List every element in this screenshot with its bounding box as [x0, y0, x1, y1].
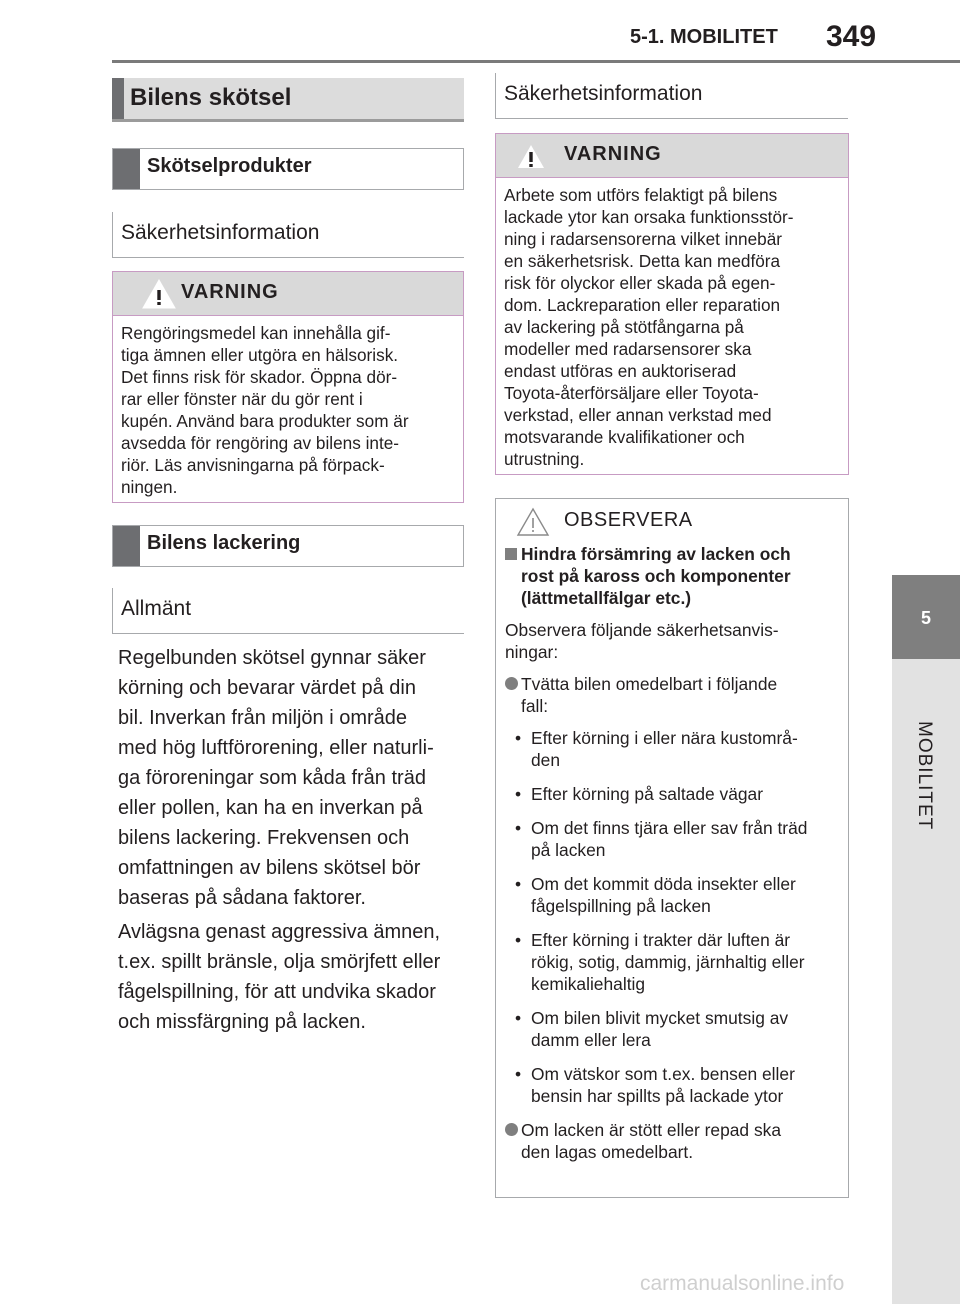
- notice-header: [496, 499, 848, 539]
- bullet-mark: •: [515, 728, 522, 748]
- section-heading-text: Bilens skötsel: [130, 84, 292, 111]
- subsection-heading-bar: [113, 149, 140, 189]
- list-item: [505, 1063, 838, 1107]
- list-item: [505, 873, 838, 917]
- warning-triangle-icon: [514, 141, 548, 171]
- info-heading: [495, 73, 848, 119]
- section-heading: [112, 78, 464, 122]
- subsection-heading-text: Skötselprodukter: [147, 155, 312, 177]
- subsection-heading-bar: [113, 526, 140, 566]
- list-item: [505, 929, 838, 995]
- chapter-tab-label: MOBILITET: [914, 721, 935, 831]
- warning-triangle-icon: [142, 279, 176, 309]
- watermark: carmanualsonline.info: [640, 1272, 845, 1295]
- bullet-mark: •: [515, 1008, 522, 1028]
- header-rule: [112, 60, 960, 63]
- list-item: [505, 1007, 838, 1051]
- subsection-heading-text: Bilens lackering: [147, 532, 301, 554]
- list-item: [505, 817, 838, 861]
- circle-bullet-icon: [505, 677, 518, 690]
- notice-item: [505, 1119, 838, 1163]
- info-heading: [112, 588, 464, 634]
- list-item-text: Om det kommit döda insekter eller fågelspillning på lacken: [531, 874, 796, 916]
- warning-text: Rengöringsmedel kan innehålla gif- tiga ämnen eller utgöra en hälsorisk. Det finns risk för skador. Öppna dör- rar eller fönster när du gör rent i kupén. Använd bara produkter som är avsedda för rengöring av bilens inte- riör. Läs anvisningarna på förpack- ningen.: [121, 323, 409, 497]
- info-heading: [112, 212, 464, 258]
- bullet-mark: •: [515, 874, 522, 894]
- list-item: [505, 727, 838, 771]
- notice-item-text: Tvätta bilen omedelbart i följande fall:: [521, 674, 778, 716]
- warning-box: [495, 133, 849, 475]
- warning-box: [112, 271, 464, 503]
- info-heading-text: Allmänt: [121, 597, 192, 620]
- circle-bullet-icon: [505, 1123, 518, 1136]
- warning-text: Arbete som utförs felaktigt på bilens lackade ytor kan orsaka funktionsstör- ning i radarsensorerna vilket innebär en säkerhetsrisk. Detta kan medföra risk för olyckor eller skada på egen- dom. Lackreparation eller reparation av lackering på stötfångarna på modeller med radarsensorer ska endast utföras en auktoriserad Toyota-återförsäljare eller Toyota- verkstad, eller annan verkstad med motsvarande kvalifikationer och utrustning.: [504, 185, 794, 469]
- list-item-text: Efter körning i trakter där luften är rökig, sotig, dammig, järnhaltig eller kemikaliehaltig: [531, 930, 805, 994]
- caution-triangle-icon: [516, 507, 550, 537]
- subsection-heading: [112, 148, 464, 190]
- square-bullet-icon: [505, 548, 517, 560]
- notice-item: [505, 673, 838, 717]
- list-item: [505, 783, 838, 805]
- chapter-header: 5-1. MOBILITET: [630, 26, 778, 48]
- info-heading-text: Säkerhetsinformation: [504, 82, 703, 105]
- notice-body: [496, 539, 848, 1163]
- warning-header: [496, 134, 848, 178]
- list-item-text: Efter körning på saltade vägar: [531, 784, 764, 804]
- bullet-mark: •: [515, 930, 522, 950]
- list-item-text: Om det finns tjära eller sav från träd på lacken: [531, 818, 808, 860]
- info-heading-text: Säkerhetsinformation: [121, 221, 320, 244]
- notice-intro: Observera följande säkerhetsanvis- ningar:: [505, 620, 779, 662]
- notice-label: OBSERVERA: [564, 509, 693, 531]
- bullet-mark: •: [515, 1064, 522, 1084]
- notice-heading-text: Hindra försämring av lacken och rost på kaross och komponenter (lättmetallfälgar etc.): [521, 544, 791, 608]
- notice-box: [495, 498, 849, 1198]
- list-item-text: Om bilen blivit mycket smutsig av damm eller lera: [531, 1008, 789, 1050]
- bullet-mark: •: [515, 784, 522, 804]
- warning-label: VARNING: [181, 281, 279, 303]
- page-number: 349: [826, 20, 877, 53]
- list-item-text: Om vätskor som t.ex. bensen eller bensin har spillts på lackade ytor: [531, 1064, 795, 1106]
- notice-item-text: Om lacken är stött eller repad ska den lagas omedelbart.: [521, 1120, 782, 1162]
- body-paragraph: Avlägsna genast aggressiva ämnen, t.ex. spillt bränsle, olja smörjfett eller fågelspillning, för att undvika skador och missfärgning på lacken.: [118, 921, 441, 1033]
- bullet-mark: •: [515, 818, 522, 838]
- list-item-text: Efter körning i eller nära kustområ- den: [531, 728, 798, 770]
- section-heading-bar: [112, 78, 124, 119]
- warning-header: [113, 272, 463, 316]
- chapter-tab-number: 5: [920, 608, 931, 628]
- warning-label: VARNING: [564, 143, 662, 165]
- body-paragraph: Regelbunden skötsel gynnar säker körning och bevarar värdet på din bil. Inverkan från miljön i område med hög luftförorening, eller naturli- ga föroreningar som kåda från träd eller pollen, kan ha en inverkan på bilens lackering. Frekvensen och omfattningen av bilens skötsel bör baseras på sådana faktorer.: [118, 647, 434, 909]
- subsection-heading: [112, 525, 464, 567]
- notice-heading: [505, 543, 838, 609]
